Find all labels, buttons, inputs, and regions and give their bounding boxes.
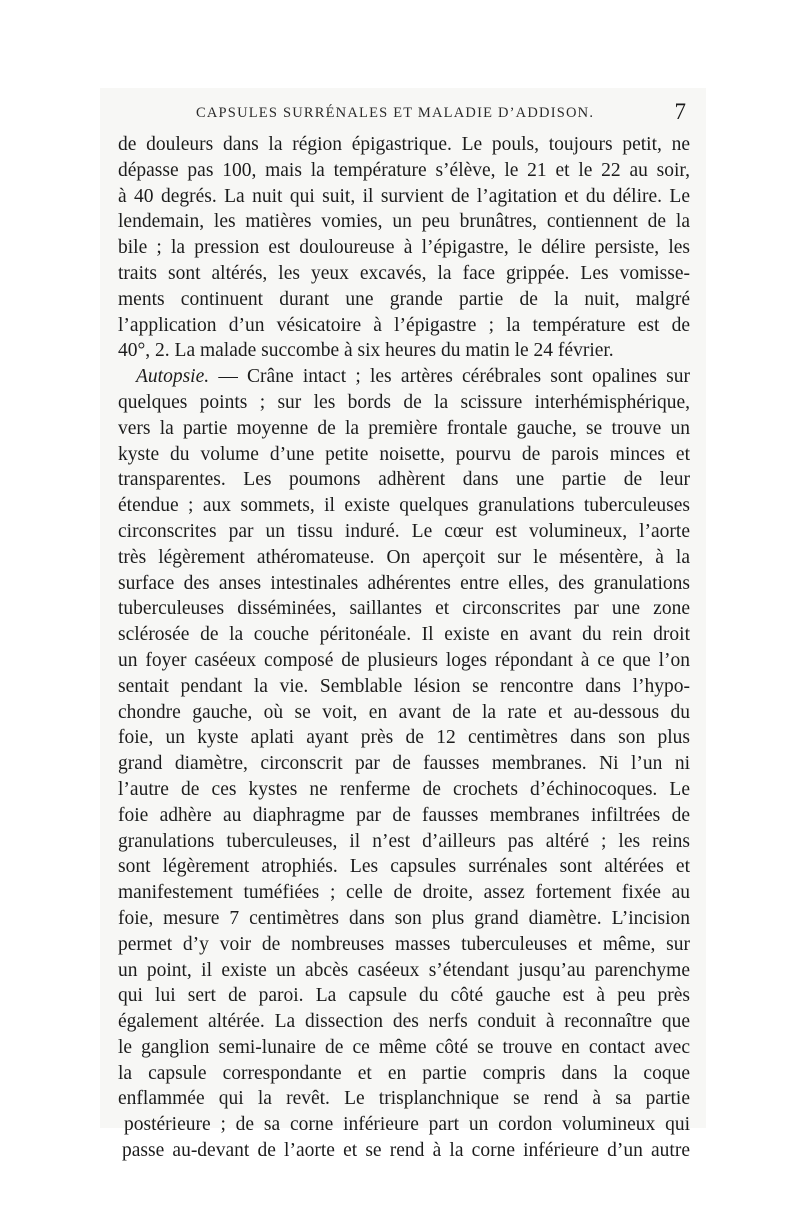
text-line: surface des anses intestinales adhérentes entre elles, des granulations [118,572,690,594]
text-line: foie, mesure 7 centimètres dans son plus grand diamètre. L’incision [118,907,690,929]
text-line: chondre gauche, où se voit, en avant de la rate et au-dessous du [118,701,690,723]
text-line: foie adhère au diaphragme par de fausses membranes infiltrées de [118,804,690,826]
section-lead: Autopsie. [136,366,210,388]
text-line: tuberculeuses disséminées, saillantes et circonscrites par une zone [118,598,690,620]
text-line: qui lui sert de paroi. La capsule du côté gauche est à peu près [118,985,690,1007]
text-line: le ganglion semi-lunaire de ce même côté se trouve en contact avec [118,1036,690,1058]
text-line: foie, un kyste aplati ayant près de 12 centimètres dans son plus [118,727,690,749]
text-line: passe au-devant de l’aorte et se rend à la corne inférieure d’un autre [122,1140,690,1162]
text-line: transparentes. Les poumons adhèrent dans une partie de leur [118,469,690,491]
text-line: postérieure ; de sa corne inférieure part un cordon volumineux qui [124,1114,690,1136]
text-line: traits sont altérés, les yeux excavés, la face grippée. Les vomisse- [118,262,690,284]
text-line: sont légèrement atrophiés. Les capsules surrénales sont altérées et [118,856,690,878]
text-line: l’application d’un vésicatoire à l’épigastre ; la température est de [118,314,690,336]
text-line: quelques points ; sur les bords de la scissure interhémisphérique, [118,391,690,413]
text-line: un point, il existe un abcès caséeux s’étendant jusqu’au parenchyme [118,959,690,981]
text-line: la capsule correspondante et en partie compris dans la coque [118,1062,690,1084]
text-line: granulations tuberculeuses, il n’est d’ailleurs pas altéré ; les reins [118,830,690,852]
text-line: bile ; la pression est douloureuse à l’épigastre, le délire persiste, les [118,237,690,259]
text-line: l’autre de ces kystes ne renferme de crochets d’échinocoques. Le [118,778,690,800]
text-line: 40°, 2. La malade succombe à six heures du matin le 24 février. [118,340,614,362]
body-text [118,132,690,1164]
text-line: également altérée. La dissection des nerfs conduit à reconnaître que [118,1011,690,1033]
text-line: circonscrites par un tissu induré. Le cœur est volumineux, l’aorte [118,520,690,542]
text-line: permet d’y voir de nombreuses masses tuberculeuses et même, sur [118,933,690,955]
text-line: dépasse pas 100, mais la température s’élève, le 21 et le 22 au soir, [118,159,690,181]
page-header [118,99,688,129]
text-line: sclérosée de la couche péritonéale. Il existe en avant du rein droit [118,624,690,646]
text-line: étendue ; aux sommets, il existe quelques granulations tuberculeuses [118,495,690,517]
text-line: lendemain, les matières vomies, un peu brunâtres, contiennent de la [118,211,690,233]
text-line: un foyer caséeux composé de plusieurs loges répondant à ce que l’on [118,649,690,671]
text-line: grand diamètre, circonscrit par de fausses membranes. Ni l’un ni [118,753,690,775]
running-title: CAPSULES SURRÉNALES ET MALADIE D’ADDISON. [196,105,595,121]
page-number: 7 [674,99,686,124]
text-line: très légèrement athéromateuse. On aperçoit sur le mésentère, à la [118,546,690,568]
text-line: ments continuent durant une grande partie de la nuit, malgré [118,288,690,310]
text-run: — Crâne intact ; les artères cérébrales sont opalines sur [209,366,690,388]
paragraph-opening-line [118,364,690,390]
text-line: manifestement tuméfiées ; celle de droite, assez fortement fixée au [118,882,690,904]
text-line: sentait pendant la vie. Semblable lésion se rencontre dans l’hypo- [118,675,690,697]
text-line: de douleurs dans la région épigastrique. Le pouls, toujours petit, ne [118,134,690,155]
text-line: à 40 degrés. La nuit qui suit, il survient de l’agitation et du délire. Le [118,185,690,207]
text-line: enflammée qui la revêt. Le trisplanchnique se rend à sa partie [118,1088,690,1110]
text-line: vers la partie moyenne de la première frontale gauche, se trouve un [118,417,690,439]
text-line: kyste du volume d’une petite noisette, pourvu de parois minces et [118,443,690,465]
